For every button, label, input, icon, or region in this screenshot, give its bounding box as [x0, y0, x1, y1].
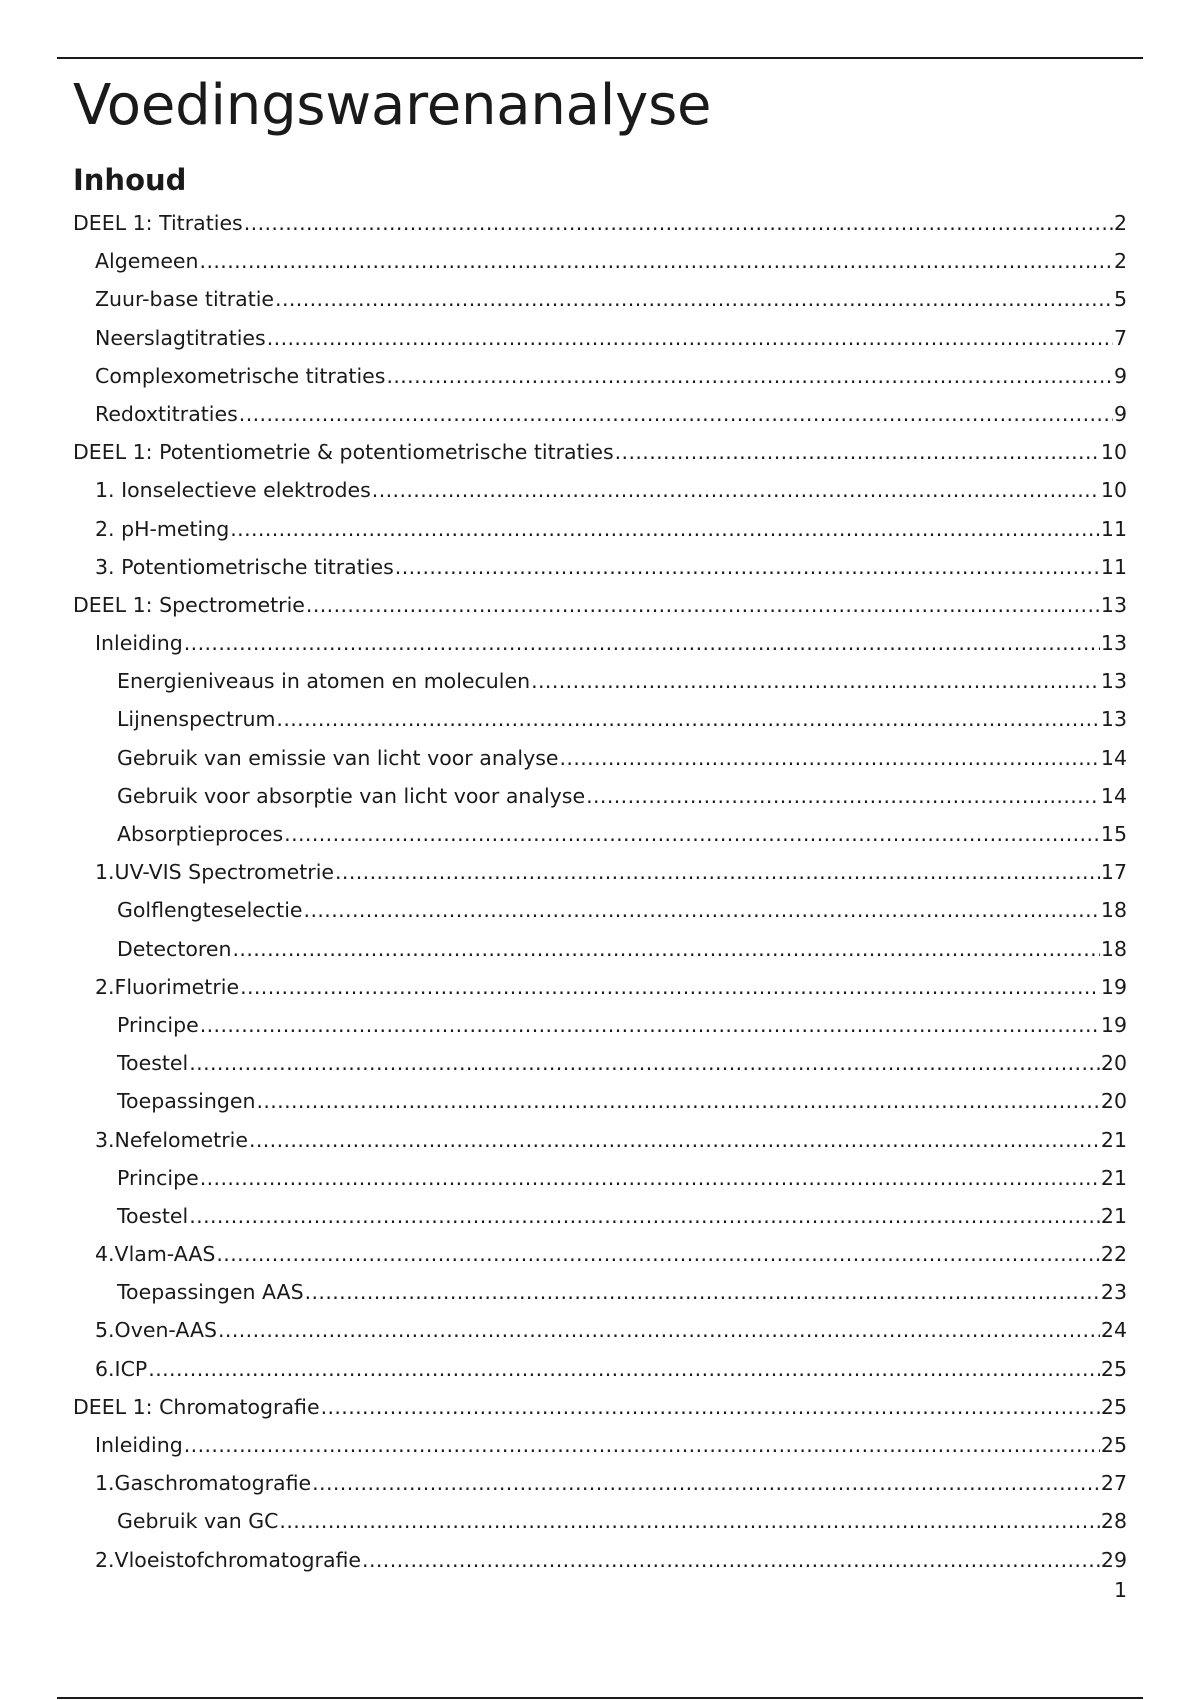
toc-dot-leader — [275, 286, 1113, 312]
toc-entry[interactable] — [73, 248, 1127, 286]
toc-entry-page: 23 — [1100, 1280, 1127, 1305]
toc-entry-page: 28 — [1100, 1509, 1127, 1534]
toc-dot-leader — [335, 859, 1100, 885]
toc-entry[interactable] — [73, 363, 1127, 401]
toc-entry-page: 27 — [1100, 1471, 1127, 1496]
toc-dot-leader — [372, 477, 1100, 503]
toc-entry-label: Neerslagtitraties — [95, 325, 266, 350]
toc-entry-page: 10 — [1100, 478, 1127, 503]
toc-entry-label: Lijnenspectrum — [117, 707, 276, 732]
toc-entry-label: DEEL 1: Potentiometrie & potentiometrische titraties — [73, 440, 614, 465]
toc-entry-page: 17 — [1100, 860, 1127, 885]
toc-dot-leader — [200, 1012, 1100, 1038]
toc-entry-label: 1.UV-VIS Spectrometrie — [95, 860, 335, 885]
toc-entry[interactable] — [73, 1088, 1127, 1126]
toc-entry-label: Gebruik van emissie van licht voor analyse — [117, 745, 559, 770]
toc-entry[interactable] — [73, 936, 1127, 974]
toc-dot-leader — [386, 363, 1113, 389]
toc-entry[interactable] — [73, 210, 1127, 248]
toc-entry[interactable] — [73, 1394, 1127, 1432]
toc-entry-label: Inleiding — [95, 1433, 183, 1457]
toc-entry-page: 15 — [1100, 822, 1127, 846]
document-title: Voedingswarenanalyse — [73, 73, 712, 138]
toc-entry-label: Inleiding — [95, 631, 183, 656]
toc-entry[interactable] — [73, 516, 1127, 554]
table-of-contents — [73, 210, 1127, 1585]
toc-entry[interactable] — [73, 325, 1127, 363]
toc-entry[interactable] — [73, 630, 1127, 668]
toc-entry-page: 9 — [1113, 363, 1127, 388]
toc-entry-label: 3.Nefelometrie — [95, 1127, 248, 1152]
toc-dot-leader — [189, 1050, 1100, 1076]
toc-entry[interactable] — [73, 859, 1127, 897]
toc-dot-leader — [267, 325, 1113, 351]
toc-entry-page: 29 — [1100, 1547, 1127, 1572]
toc-entry[interactable] — [73, 1356, 1127, 1394]
toc-entry[interactable] — [73, 1279, 1127, 1317]
toc-entry-label: Golflengteselectie — [117, 898, 303, 923]
toc-dot-leader — [249, 1127, 1100, 1153]
toc-dot-leader — [189, 1203, 1100, 1229]
toc-entry-page: 7 — [1113, 325, 1127, 350]
toc-entry-page: 14 — [1100, 783, 1127, 808]
toc-entry-page: 10 — [1100, 440, 1127, 465]
toc-dot-leader — [184, 630, 1100, 656]
toc-entry-label: 1.Gaschromatografie — [95, 1471, 312, 1496]
toc-entry[interactable] — [73, 1317, 1127, 1355]
toc-entry-page: 22 — [1100, 1242, 1127, 1267]
toc-entry-label: Gebruik voor absorptie van licht voor analyse — [117, 783, 586, 808]
toc-entry[interactable] — [73, 974, 1127, 1012]
toc-dot-leader — [305, 1279, 1100, 1305]
toc-entry-page: 21 — [1100, 1127, 1127, 1152]
toc-entry-page: 13 — [1100, 707, 1127, 732]
toc-entry-page: 25 — [1100, 1394, 1127, 1419]
toc-entry-label: 2. pH-meting — [95, 516, 230, 541]
toc-entry[interactable] — [73, 1203, 1127, 1241]
toc-entry-label: Absorptieproces — [117, 822, 284, 846]
toc-entry[interactable] — [73, 897, 1127, 935]
toc-dot-leader — [586, 783, 1100, 809]
toc-entry-label: Energieniveaus in atomen en moleculen — [117, 669, 531, 694]
toc-dot-leader — [244, 210, 1113, 236]
toc-entry-page: 20 — [1100, 1089, 1127, 1114]
toc-entry-label: 4.Vlam-AAS — [95, 1242, 216, 1267]
toc-entry[interactable] — [73, 554, 1127, 592]
toc-entry-page: 11 — [1100, 516, 1127, 541]
toc-dot-leader — [279, 1508, 1099, 1534]
toc-dot-leader — [276, 706, 1099, 732]
toc-entry-label: Principe — [117, 1012, 199, 1037]
toc-dot-leader — [256, 1088, 1099, 1114]
toc-dot-leader — [200, 1165, 1100, 1191]
toc-entry-label: Toestel — [117, 1203, 189, 1228]
bottom-rule — [57, 1697, 1143, 1699]
toc-entry-label: Detectoren — [117, 936, 232, 961]
toc-dot-leader — [362, 1547, 1100, 1573]
toc-entry-label: DEEL 1: Chromatografie — [73, 1394, 320, 1419]
toc-dot-leader — [200, 248, 1113, 274]
toc-entry-page: 19 — [1100, 974, 1127, 999]
toc-entry-label: Algemeen — [95, 249, 199, 274]
toc-dot-leader — [306, 592, 1100, 618]
toc-entry-page: 18 — [1100, 898, 1127, 923]
toc-entry-label: 3. Potentiometrische titraties — [95, 554, 394, 579]
toc-entry[interactable] — [73, 439, 1127, 477]
toc-entry-label: 1. Ionselectieve elektrodes — [95, 478, 371, 503]
toc-dot-leader — [304, 897, 1100, 923]
toc-entry-page: 21 — [1100, 1203, 1127, 1228]
toc-entry-page: 18 — [1100, 936, 1127, 961]
toc-entry[interactable] — [73, 1050, 1127, 1088]
toc-dot-leader — [560, 745, 1100, 771]
toc-dot-leader — [232, 936, 1099, 962]
toc-entry-label: Toestel — [117, 1051, 189, 1076]
toc-entry[interactable] — [73, 706, 1127, 744]
toc-entry-label: 2.Fluorimetrie — [95, 974, 240, 999]
toc-entry-label: Toepassingen — [117, 1089, 256, 1114]
toc-entry-label: Gebruik van GC — [117, 1509, 279, 1534]
toc-entry[interactable] — [73, 1127, 1127, 1165]
top-rule — [57, 57, 1143, 59]
toc-dot-leader — [239, 401, 1113, 427]
toc-dot-leader — [531, 668, 1100, 694]
toc-entry[interactable] — [73, 1547, 1127, 1585]
toc-entry-page: 2 — [1113, 249, 1127, 274]
toc-dot-leader — [230, 516, 1100, 542]
toc-dot-leader — [395, 554, 1100, 580]
toc-dot-leader — [218, 1317, 1100, 1343]
toc-dot-leader — [284, 821, 1100, 847]
toc-entry-label: Redoxtitraties — [95, 401, 238, 426]
toc-entry-label: Toepassingen AAS — [117, 1280, 304, 1305]
toc-entry-page: 13 — [1100, 669, 1127, 694]
toc-entry-label: 5.Oven-AAS — [95, 1318, 218, 1343]
toc-entry-page: 19 — [1100, 1012, 1127, 1037]
toc-dot-leader — [240, 974, 1100, 1000]
toc-entry-label: DEEL 1: Spectrometrie — [73, 592, 305, 617]
toc-entry[interactable] — [73, 668, 1127, 706]
toc-entry-page: 20 — [1100, 1051, 1127, 1076]
toc-entry-page: 21 — [1100, 1165, 1127, 1190]
toc-entry-page: 9 — [1113, 401, 1127, 426]
toc-entry-page: 14 — [1100, 745, 1127, 770]
toc-entry[interactable] — [73, 1241, 1127, 1279]
toc-entry[interactable] — [73, 1470, 1127, 1508]
toc-entry[interactable] — [73, 477, 1127, 515]
toc-entry[interactable] — [73, 783, 1127, 821]
toc-entry-page: 2 — [1113, 211, 1127, 235]
toc-dot-leader — [148, 1356, 1100, 1382]
toc-entry-page: 13 — [1100, 631, 1127, 656]
toc-dot-leader — [321, 1394, 1100, 1420]
toc-entry[interactable] — [73, 1508, 1127, 1546]
toc-entry-page: 11 — [1100, 554, 1127, 579]
toc-entry-label: Principe — [117, 1165, 199, 1190]
toc-entry-label: 6.ICP — [95, 1356, 148, 1381]
toc-dot-leader — [615, 439, 1100, 465]
toc-entry-label: DEEL 1: Titraties — [73, 211, 243, 235]
toc-dot-leader — [216, 1241, 1100, 1267]
toc-entry[interactable] — [73, 401, 1127, 439]
toc-heading: Inhoud — [73, 163, 187, 197]
toc-entry-page: 25 — [1100, 1356, 1127, 1381]
toc-entry-page: 13 — [1100, 592, 1127, 617]
page-number: 1 — [1113, 1578, 1127, 1602]
toc-entry-label: Complexometrische titraties — [95, 363, 386, 388]
toc-entry[interactable] — [73, 1012, 1127, 1050]
toc-entry-label: Zuur-base titratie — [95, 287, 275, 312]
toc-entry-page: 5 — [1113, 287, 1127, 312]
toc-entry[interactable] — [73, 1432, 1127, 1470]
toc-entry[interactable] — [73, 286, 1127, 324]
toc-entry-label: 2.Vloeistofchromatografie — [95, 1547, 362, 1572]
toc-dot-leader — [312, 1470, 1100, 1496]
toc-entry[interactable] — [73, 745, 1127, 783]
toc-entry[interactable] — [73, 1165, 1127, 1203]
toc-dot-leader — [184, 1432, 1100, 1458]
toc-entry-page: 24 — [1100, 1318, 1127, 1343]
toc-entry-page: 25 — [1100, 1433, 1127, 1457]
toc-entry[interactable] — [73, 821, 1127, 859]
toc-entry[interactable] — [73, 592, 1127, 630]
